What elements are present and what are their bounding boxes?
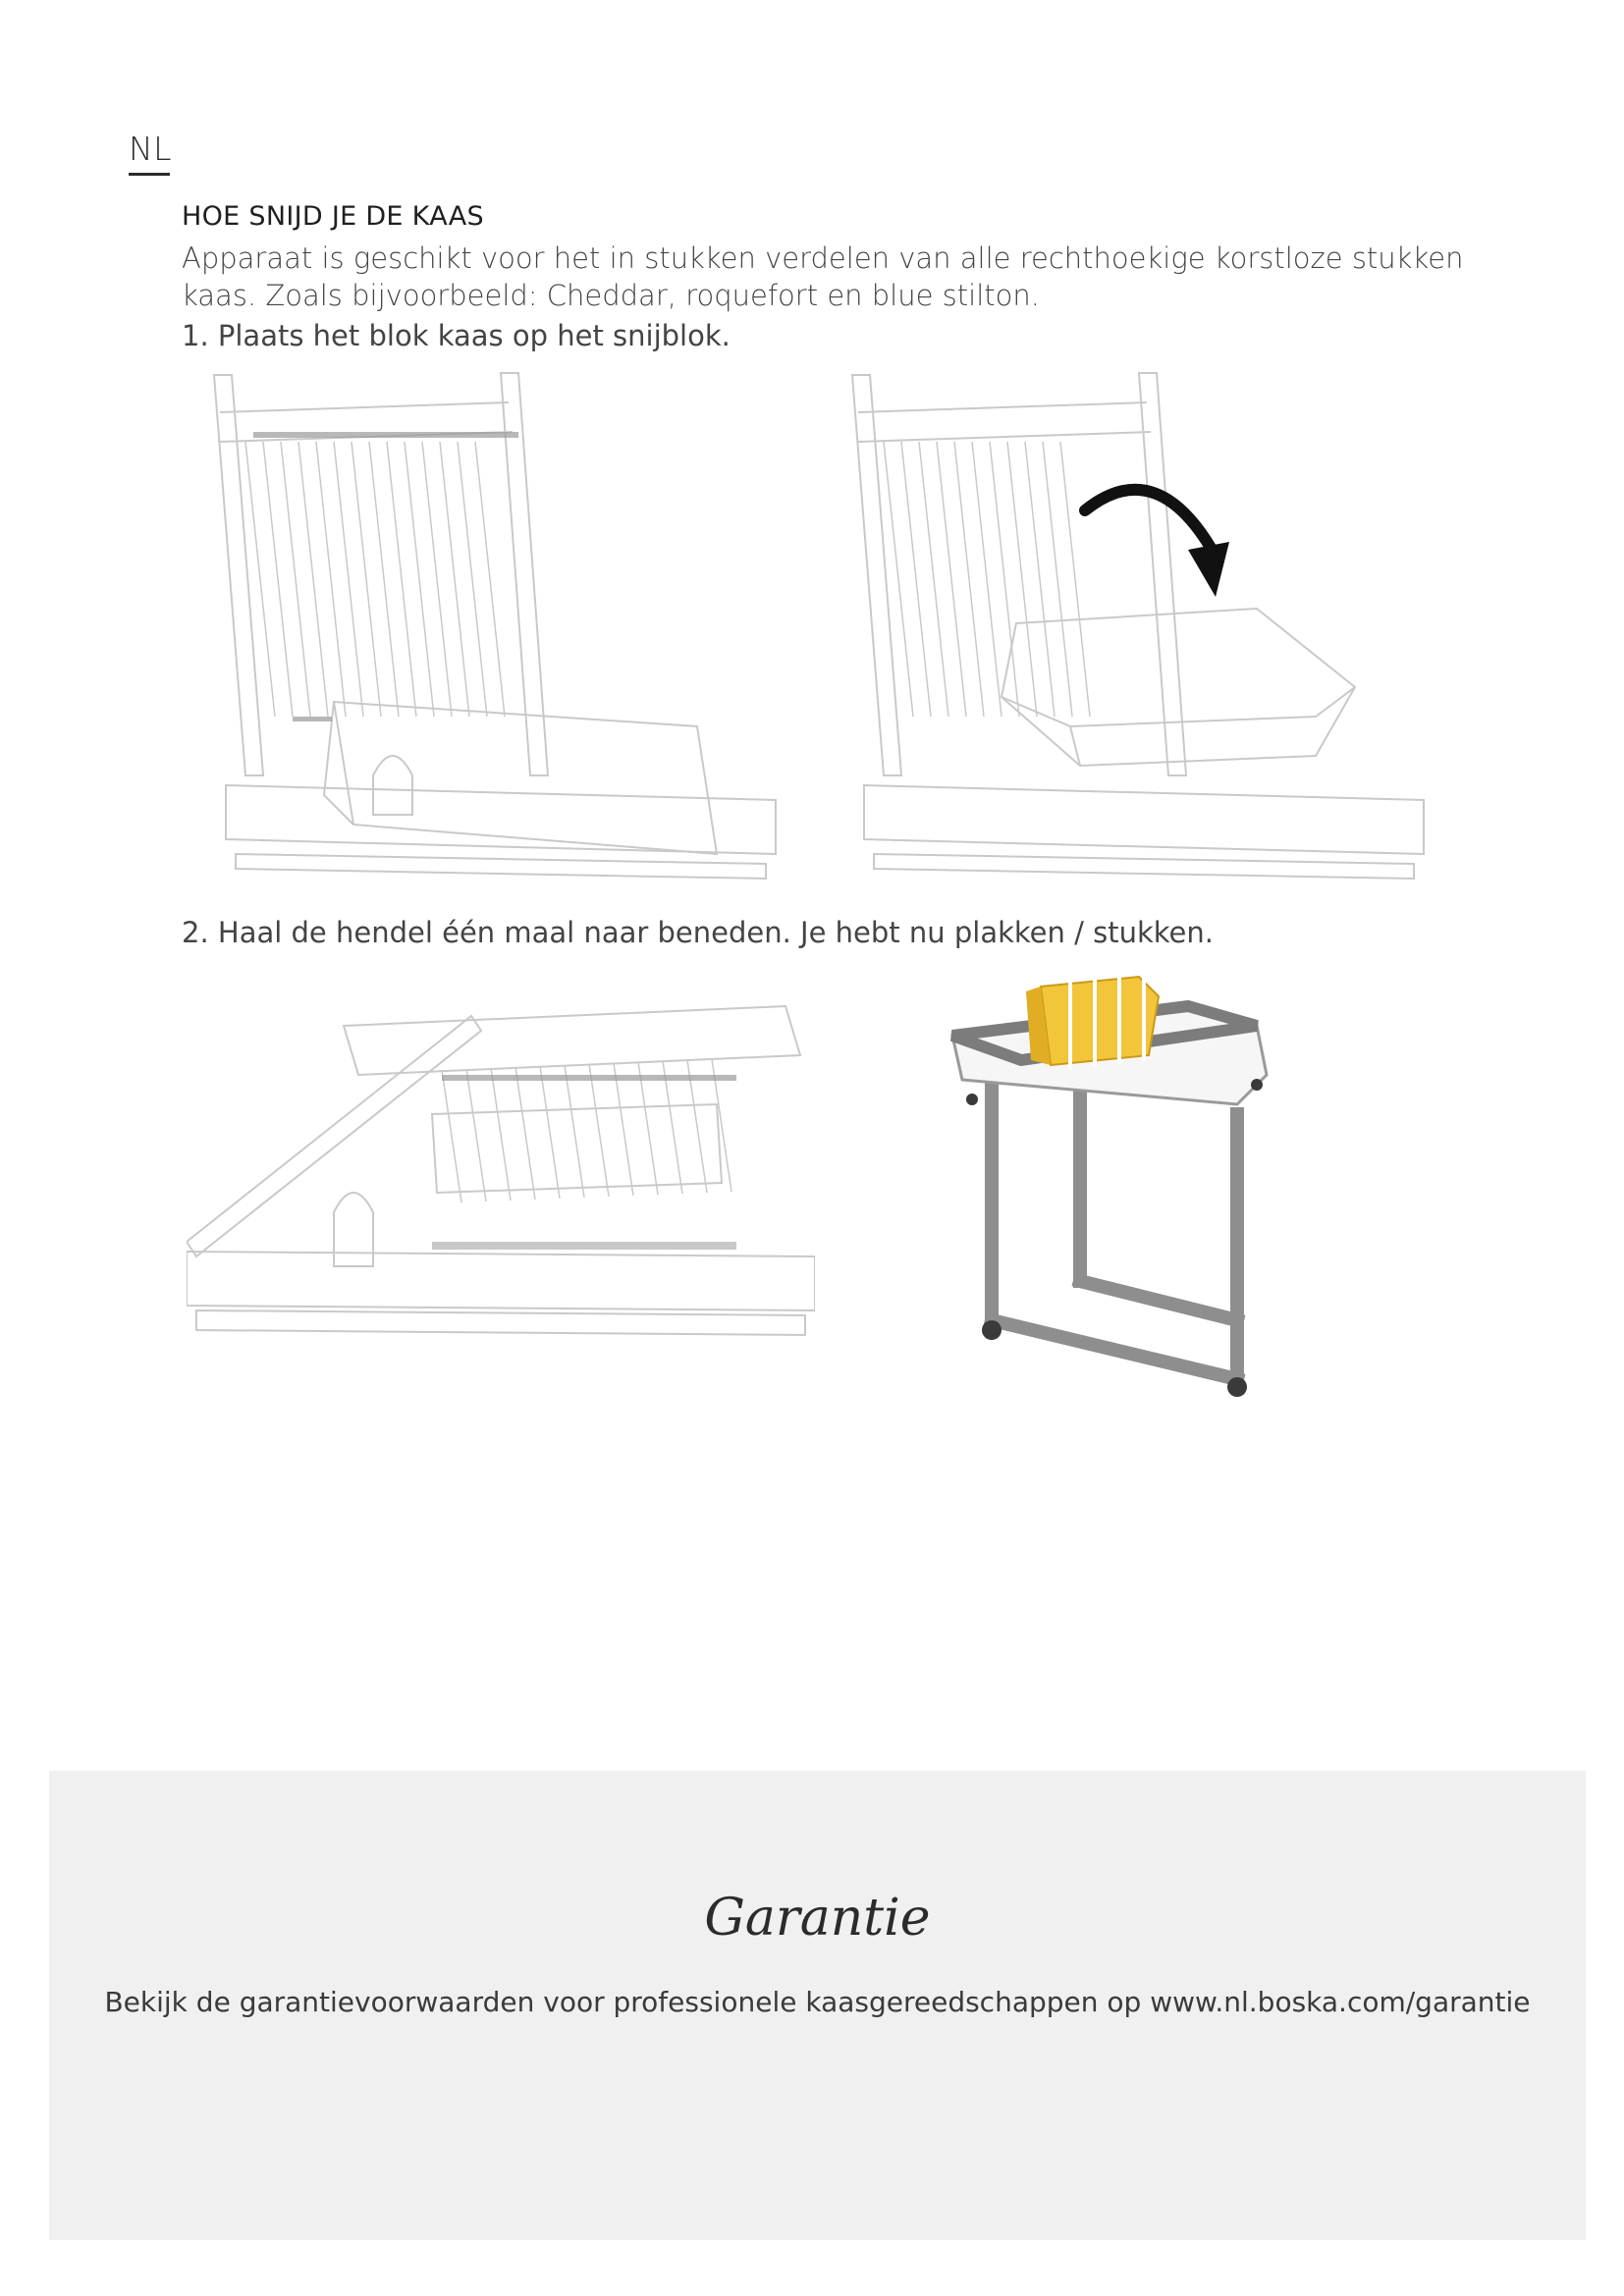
- language-tag: NL: [129, 130, 173, 168]
- section-heading: HOE SNIJD JE DE KAAS: [182, 201, 484, 232]
- intro-paragraph: Apparaat is geschikt voor het in stukken verdelen van alle rechthoekige korstloze stukken kaas. Zoals bijvoorbeeld: Cheddar, roquefort en blue stilton.: [182, 241, 1464, 312]
- place-cheese-illustration: [844, 363, 1434, 893]
- warranty-title: Garantie: [704, 1889, 931, 1948]
- step-2-text: 2. Haal de hendel één maal naar beneden. Je hebt nu plakken / stukken.: [182, 916, 1214, 949]
- warranty-section: [49, 1771, 1586, 2240]
- slicer-cart-photo: [943, 967, 1316, 1399]
- language-tag-underline: [129, 173, 170, 176]
- warranty-text: Bekijk de garantievoorwaarden voor professionele kaasgereedschappen op www.nl.boska.com/garantie: [104, 1986, 1531, 2018]
- lever-down-illustration: [187, 996, 815, 1350]
- step-1-text: 1. Plaats het blok kaas op het snijblok.: [182, 319, 731, 352]
- slicer-open-illustration: [206, 363, 795, 893]
